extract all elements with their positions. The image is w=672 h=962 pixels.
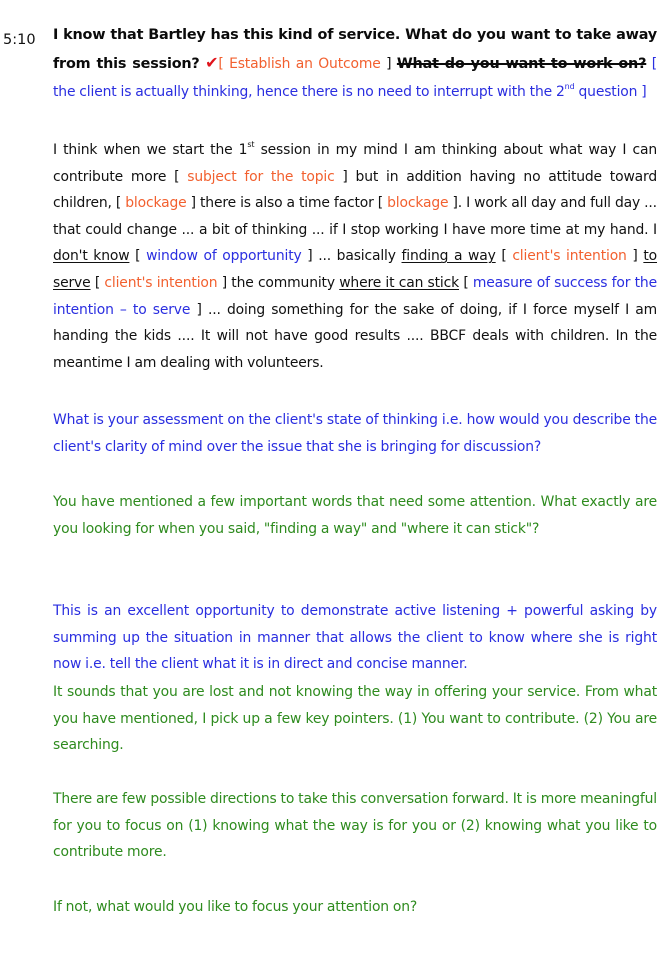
checkmark-icon: ✔	[205, 53, 219, 72]
coach-question-text: I know that Bartley has this kind of service. What do you want to take away from this session?	[53, 27, 657, 72]
response-text: there is also a time factor	[195, 195, 378, 212]
tag-blockage: [ blockage ]	[115, 195, 196, 212]
tag-intention: [ client's intention ]	[501, 248, 638, 265]
comment-assessment: What is your assessment on the client's state of thinking i.e. how would you describe the client's clarity of mind over the issue that she is bringing for discussion?	[53, 412, 657, 455]
struck-question: What do you want to work on?	[396, 56, 647, 72]
underlined-phrase: finding a way	[401, 248, 496, 265]
comment-summary: It sounds that you are lost and not knowing the way in offering your service. From what you have mentioned, I pick up a few key pointers. (1) You want to contribute. (2) You are searching.	[53, 684, 657, 754]
response-text: but in addition having no attitude toward children,	[53, 168, 657, 212]
note-text-end: question	[574, 84, 638, 100]
bracket-open: [	[651, 56, 658, 72]
comment-active-listening: This is an excellent opportunity to demonstrate active listening + powerful asking by summing up the situation in manner that allows the client to know where she is right now i.e. tell the client what it is in direct and concise manner.	[53, 603, 657, 673]
tag-blockage: [ blockage ]	[377, 195, 458, 212]
tag-label: blockage	[125, 195, 187, 212]
underlined-phrase: where it can stick	[339, 274, 460, 291]
coach-question	[53, 21, 657, 106]
note-superscript: nd	[564, 82, 575, 92]
outcome-tag	[218, 56, 386, 72]
tag-measure: [ measure of success for the intention – to serve ]	[53, 274, 657, 318]
note-text: the client is actually thinking, hence there is no need to interrupt with the 2	[53, 84, 565, 100]
response-text: . I work all day and full day ... that could change ... a bit of thinking ... if I stop working I have more time at my hand. I	[53, 195, 657, 238]
response-text: ... doing something for the sake of doing, if I force myself I am handing the kids .... It will not have good results .... BBCF deals with children. In the meantime I am dealing with volunteers.	[53, 301, 657, 371]
client-response	[53, 137, 657, 376]
response-text: ... basically	[312, 248, 402, 265]
response-text: session in my mind I am thinking about what way I can contribute more	[53, 142, 657, 185]
tag-label: client's intention	[512, 248, 627, 265]
tag-label: window of opportunity	[146, 248, 302, 265]
comment-important-words: You have mentioned a few important words that need some attention. What exactly are you looking for when you said, "finding a way" and "where it can stick"?	[53, 494, 657, 537]
response-text: the community	[227, 274, 340, 291]
tag-label: blockage	[387, 195, 449, 212]
tag-intention: [ client's intention ]	[94, 274, 227, 291]
comment-directions: There are few possible directions to take this conversation forward. It is more meaningful for you to focus on (1) knowing what the way is for you or (2) knowing what you like to contribute more.	[53, 791, 657, 861]
tag-label: subject for the topic	[187, 168, 335, 185]
bracket-close: ]	[386, 56, 392, 72]
comment-focus: If not, what would you like to focus your attention on?	[53, 899, 418, 915]
outcome-tag-label: Establish an Outcome	[229, 56, 381, 72]
response-text: I think when we start the 1	[53, 142, 248, 158]
tag-window: [ window of opportunity ]	[135, 248, 313, 265]
tag-label: client's intention	[104, 274, 218, 291]
bracket-close: ]	[641, 84, 647, 100]
tag-subject: [ subject for the topic ]	[174, 168, 348, 185]
superscript: st	[247, 140, 255, 150]
underlined-phrase: don't know	[53, 248, 130, 265]
timestamp: 5:10	[3, 32, 36, 48]
bracket-open: [	[218, 56, 224, 72]
underlined-phrase: to serve	[53, 248, 658, 291]
tag-label: measure of success for the intention – to serve	[53, 274, 657, 318]
